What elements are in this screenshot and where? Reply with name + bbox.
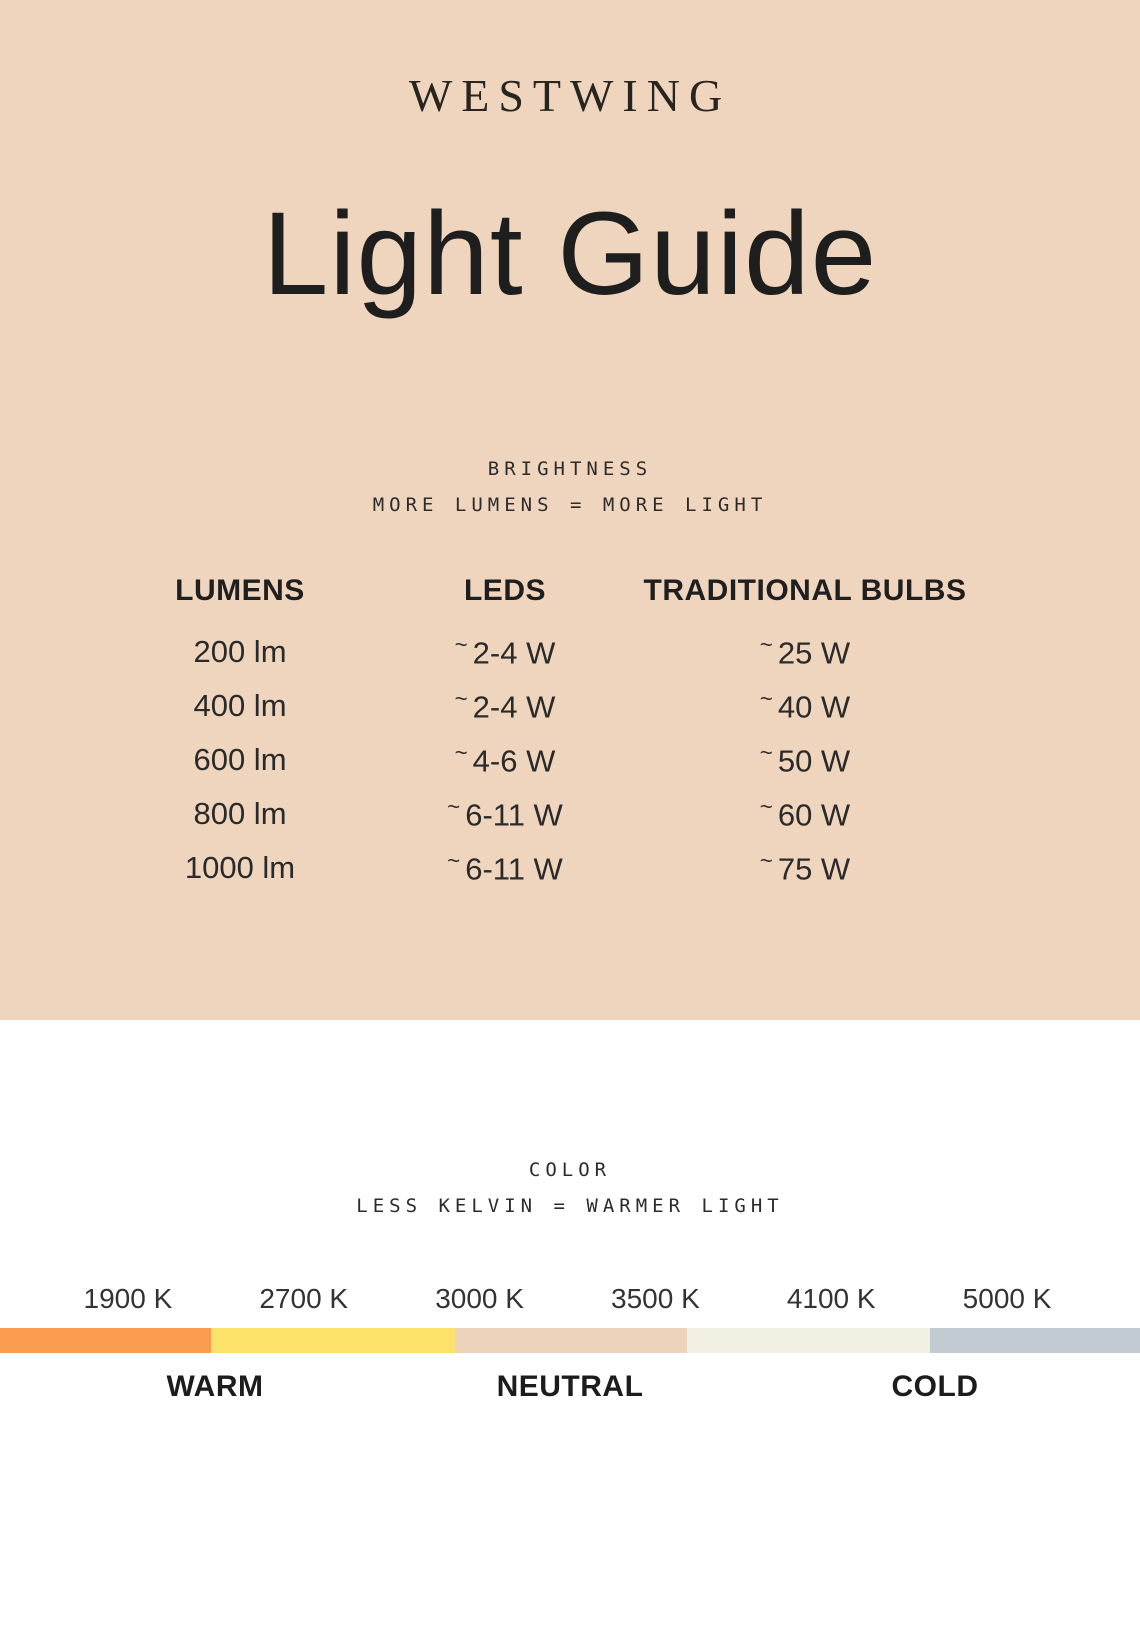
traditional-watts-value: ~ 25 W: [759, 632, 851, 671]
table-row: [100, 733, 1140, 787]
color-subheading: LESS KELVIN = WARMER LIGHT: [356, 1195, 784, 1217]
approx-symbol: ~: [447, 794, 461, 820]
kelvin-label: 3000 K: [435, 1283, 524, 1314]
approx-symbol: ~: [759, 686, 773, 712]
brand-logo: WESTWING: [408, 70, 732, 121]
led-watts-value: ~ 4-6 W: [454, 740, 556, 779]
lumens-value: 1000 lm: [184, 850, 296, 886]
temperature-label-cold: COLD: [891, 1370, 979, 1403]
column-header-leds: LEDS: [463, 574, 546, 608]
brightness-subheading: MORE LUMENS = MORE LIGHT: [372, 494, 768, 517]
led-watts-value: ~ 2-4 W: [454, 686, 556, 725]
scale-segment-warm-yellow: [211, 1328, 455, 1353]
kelvin-label: 1900 K: [83, 1283, 173, 1314]
approx-symbol: ~: [759, 632, 773, 658]
kelvin-label: 2700 K: [259, 1283, 349, 1314]
table-row: [100, 679, 1140, 733]
column-header-traditional-bulbs: TRADITIONAL BULBS: [643, 574, 967, 608]
lumens-value: 400 lm: [193, 688, 287, 724]
traditional-watts-value: ~ 75 W: [759, 848, 851, 887]
led-watts-value: ~ 6-11 W: [447, 794, 563, 833]
brightness-heading-block: [0, 451, 1140, 523]
approx-symbol: ~: [759, 740, 773, 766]
scale-segment-cold-gray: [930, 1328, 1140, 1353]
traditional-watts-value: ~ 60 W: [759, 794, 851, 833]
table-header-row: [100, 571, 1140, 611]
color-heading: COLOR: [528, 1159, 612, 1181]
color-panel: [0, 1152, 1140, 1652]
temperature-label-warm: WARM: [166, 1370, 264, 1403]
lumens-value: 800 lm: [193, 796, 287, 832]
page-title: Light Guide: [262, 188, 878, 321]
kelvin-label: 3500 K: [611, 1283, 700, 1314]
led-watts-value: ~ 6-11 W: [447, 848, 563, 887]
approx-symbol: ~: [759, 848, 773, 874]
lumens-value: 200 lm: [193, 634, 287, 670]
scale-segment-warm-orange: [0, 1328, 211, 1353]
table-body: [100, 625, 1140, 895]
approx-symbol: ~: [454, 632, 468, 658]
temperature-category-labels: [0, 1370, 1140, 1404]
traditional-watts-value: ~ 50 W: [759, 740, 851, 779]
table-row: [100, 787, 1140, 841]
column-header-lumens: LUMENS: [175, 574, 305, 608]
scale-segment-neutral-cream: [687, 1328, 930, 1353]
brightness-heading: BRIGHTNESS: [487, 458, 653, 481]
approx-symbol: ~: [454, 740, 468, 766]
kelvin-label: 4100 K: [786, 1283, 876, 1314]
kelvin-label: 5000 K: [962, 1283, 1052, 1314]
traditional-watts-value: ~ 40 W: [759, 686, 851, 725]
scale-segment-neutral-tan: [455, 1328, 688, 1353]
lumens-watts-table: [0, 571, 1140, 895]
table-row: [100, 625, 1140, 679]
color-heading-block: [0, 1152, 1140, 1224]
approx-symbol: ~: [447, 848, 461, 874]
temperature-label-neutral: NEUTRAL: [496, 1370, 644, 1403]
lumens-value: 600 lm: [193, 742, 287, 778]
color-temperature-scale-bar: [0, 1328, 1140, 1353]
approx-symbol: ~: [454, 686, 468, 712]
table-row: [100, 841, 1140, 895]
kelvin-scale-labels: [0, 1284, 1140, 1314]
led-watts-value: ~ 2-4 W: [454, 632, 556, 671]
approx-symbol: ~: [759, 794, 773, 820]
